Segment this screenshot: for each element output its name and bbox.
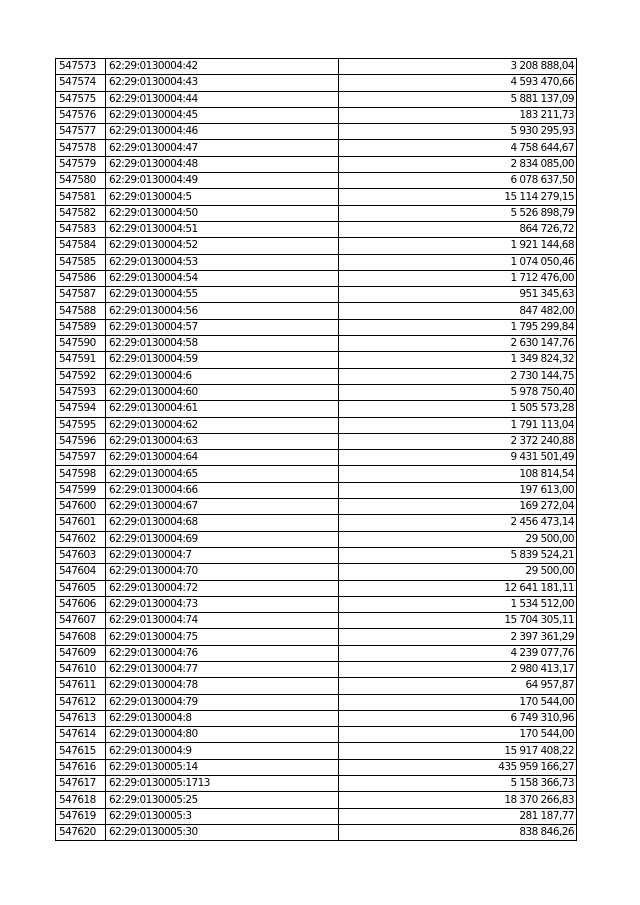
cadastral-number-cell: 62:29:0130004:77 (106, 661, 339, 677)
row-id-cell: 547599 (56, 482, 106, 498)
table-row (56, 352, 577, 368)
cadastral-number-cell: 62:29:0130004:48 (106, 156, 339, 172)
row-id-cell: 547611 (56, 678, 106, 694)
row-id-cell: 547589 (56, 319, 106, 335)
row-id-cell: 547601 (56, 515, 106, 531)
cadastral-number-cell: 62:29:0130004:5 (106, 189, 339, 205)
cadastral-number-cell: 62:29:0130004:49 (106, 173, 339, 189)
row-id-cell: 547619 (56, 808, 106, 824)
table-body (56, 59, 577, 841)
cadastral-number-cell: 62:29:0130004:79 (106, 694, 339, 710)
cadastral-value-cell: 2 834 085,00 (339, 156, 577, 172)
table-row (56, 401, 577, 417)
table-row (56, 319, 577, 335)
cadastral-value-cell: 6 078 637,50 (339, 173, 577, 189)
row-id-cell: 547585 (56, 254, 106, 270)
row-id-cell: 547573 (56, 59, 106, 75)
row-id-cell: 547583 (56, 221, 106, 237)
row-id-cell: 547612 (56, 694, 106, 710)
cadastral-value-cell: 2 456 473,14 (339, 515, 577, 531)
table-row (56, 482, 577, 498)
cadastral-value-cell: 18 370 266,83 (339, 792, 577, 808)
table-row (56, 156, 577, 172)
row-id-cell: 547602 (56, 531, 106, 547)
row-id-cell: 547617 (56, 776, 106, 792)
table-row (56, 564, 577, 580)
cadastral-number-cell: 62:29:0130004:80 (106, 727, 339, 743)
cadastral-value-cell: 4 239 077,76 (339, 645, 577, 661)
cadastral-value-cell: 29 500,00 (339, 564, 577, 580)
table-row (56, 776, 577, 792)
cadastral-value-cell: 15 917 408,22 (339, 743, 577, 759)
table-row (56, 694, 577, 710)
table-row (56, 629, 577, 645)
cadastral-number-cell: 62:29:0130005:3 (106, 808, 339, 824)
cadastral-number-cell: 62:29:0130004:54 (106, 270, 339, 286)
table-row (56, 221, 577, 237)
cadastral-value-cell: 15 114 279,15 (339, 189, 577, 205)
cadastral-number-cell: 62:29:0130004:74 (106, 613, 339, 629)
cadastral-number-cell: 62:29:0130004:7 (106, 547, 339, 563)
row-id-cell: 547592 (56, 368, 106, 384)
row-id-cell: 547613 (56, 710, 106, 726)
table-row (56, 59, 577, 75)
cadastral-number-cell: 62:29:0130004:59 (106, 352, 339, 368)
cadastral-number-cell: 62:29:0130004:46 (106, 124, 339, 140)
row-id-cell: 547582 (56, 205, 106, 221)
cadastral-number-cell: 62:29:0130004:67 (106, 499, 339, 515)
table-row (56, 661, 577, 677)
cadastral-number-cell: 62:29:0130004:62 (106, 417, 339, 433)
cadastral-number-cell: 62:29:0130004:8 (106, 710, 339, 726)
cadastral-number-cell: 62:29:0130004:52 (106, 238, 339, 254)
table-row (56, 645, 577, 661)
row-id-cell: 547594 (56, 401, 106, 417)
row-id-cell: 547614 (56, 727, 106, 743)
cadastral-value-cell: 838 846,26 (339, 824, 577, 840)
table-row (56, 466, 577, 482)
row-id-cell: 547596 (56, 433, 106, 449)
cadastral-number-cell: 62:29:0130004:61 (106, 401, 339, 417)
cadastral-value-cell: 5 881 137,09 (339, 91, 577, 107)
table-row (56, 727, 577, 743)
cadastral-value-cell: 2 980 413,17 (339, 661, 577, 677)
table-row (56, 417, 577, 433)
row-id-cell: 547609 (56, 645, 106, 661)
cadastral-number-cell: 62:29:0130004:69 (106, 531, 339, 547)
row-id-cell: 547603 (56, 547, 106, 563)
cadastral-value-cell: 1 349 824,32 (339, 352, 577, 368)
cadastral-value-cell: 5 930 295,93 (339, 124, 577, 140)
cadastral-value-cell: 1 795 299,84 (339, 319, 577, 335)
table-row (56, 547, 577, 563)
cadastral-value-cell: 2 397 361,29 (339, 629, 577, 645)
row-id-cell: 547587 (56, 287, 106, 303)
table-row (56, 613, 577, 629)
cadastral-number-cell: 62:29:0130005:25 (106, 792, 339, 808)
row-id-cell: 547618 (56, 792, 106, 808)
row-id-cell: 547591 (56, 352, 106, 368)
cadastral-number-cell: 62:29:0130004:43 (106, 75, 339, 91)
cadastral-value-cell: 2 630 147,76 (339, 336, 577, 352)
table-row (56, 91, 577, 107)
cadastral-number-cell: 62:29:0130004:51 (106, 221, 339, 237)
cadastral-value-cell: 170 544,00 (339, 727, 577, 743)
table-row (56, 336, 577, 352)
cadastral-number-cell: 62:29:0130004:44 (106, 91, 339, 107)
table-row (56, 808, 577, 824)
row-id-cell: 547605 (56, 580, 106, 596)
cadastral-value-cell: 3 208 888,04 (339, 59, 577, 75)
cadastral-number-cell: 62:29:0130004:58 (106, 336, 339, 352)
row-id-cell: 547578 (56, 140, 106, 156)
row-id-cell: 547586 (56, 270, 106, 286)
table-row (56, 450, 577, 466)
table-row (56, 107, 577, 123)
row-id-cell: 547581 (56, 189, 106, 205)
cadastral-number-cell: 62:29:0130004:50 (106, 205, 339, 221)
cadastral-number-cell: 62:29:0130004:6 (106, 368, 339, 384)
row-id-cell: 547606 (56, 596, 106, 612)
cadastral-number-cell: 62:29:0130004:65 (106, 466, 339, 482)
cadastral-number-cell: 62:29:0130004:53 (106, 254, 339, 270)
cadastral-value-cell: 1 534 512,00 (339, 596, 577, 612)
cadastral-value-cell: 281 187,77 (339, 808, 577, 824)
table-row (56, 238, 577, 254)
cadastral-number-cell: 62:29:0130004:75 (106, 629, 339, 645)
cadastral-value-cell: 29 500,00 (339, 531, 577, 547)
cadastral-number-cell: 62:29:0130004:63 (106, 433, 339, 449)
cadastral-value-cell: 170 544,00 (339, 694, 577, 710)
cadastral-number-cell: 62:29:0130004:64 (106, 450, 339, 466)
cadastral-number-cell: 62:29:0130004:66 (106, 482, 339, 498)
table-row (56, 173, 577, 189)
table-row (56, 580, 577, 596)
cadastral-value-cell: 1 505 573,28 (339, 401, 577, 417)
cadastral-value-cell: 108 814,54 (339, 466, 577, 482)
cadastral-value-cell: 15 704 305,11 (339, 613, 577, 629)
cadastral-value-cell: 435 959 166,27 (339, 759, 577, 775)
cadastral-value-cell: 5 526 898,79 (339, 205, 577, 221)
cadastral-number-cell: 62:29:0130005:30 (106, 824, 339, 840)
table-row (56, 124, 577, 140)
table-row (56, 189, 577, 205)
cadastral-number-cell: 62:29:0130004:72 (106, 580, 339, 596)
table-row (56, 710, 577, 726)
row-id-cell: 547580 (56, 173, 106, 189)
table-row (56, 75, 577, 91)
table-row (56, 678, 577, 694)
cadastral-number-cell: 62:29:0130005:1713 (106, 776, 339, 792)
cadastral-value-cell: 64 957,87 (339, 678, 577, 694)
cadastral-number-cell: 62:29:0130004:60 (106, 384, 339, 400)
table-row (56, 515, 577, 531)
cadastral-value-cell: 1 921 144,68 (339, 238, 577, 254)
cadastral-number-cell: 62:29:0130004:47 (106, 140, 339, 156)
row-id-cell: 547600 (56, 499, 106, 515)
cadastral-value-cell: 183 211,73 (339, 107, 577, 123)
row-id-cell: 547615 (56, 743, 106, 759)
row-id-cell: 547595 (56, 417, 106, 433)
cadastral-number-cell: 62:29:0130004:68 (106, 515, 339, 531)
table-row (56, 254, 577, 270)
table-row (56, 792, 577, 808)
table-row (56, 140, 577, 156)
cadastral-value-cell: 169 272,04 (339, 499, 577, 515)
cadastral-value-cell: 2 372 240,88 (339, 433, 577, 449)
row-id-cell: 547584 (56, 238, 106, 254)
table-row (56, 205, 577, 221)
row-id-cell: 547604 (56, 564, 106, 580)
cadastral-value-cell: 197 613,00 (339, 482, 577, 498)
cadastral-value-cell: 9 431 501,49 (339, 450, 577, 466)
cadastral-number-cell: 62:29:0130004:73 (106, 596, 339, 612)
table-row (56, 499, 577, 515)
row-id-cell: 547588 (56, 303, 106, 319)
row-id-cell: 547607 (56, 613, 106, 629)
row-id-cell: 547608 (56, 629, 106, 645)
cadastral-value-cell: 5 839 524,21 (339, 547, 577, 563)
table-row (56, 824, 577, 840)
table-row (56, 596, 577, 612)
row-id-cell: 547598 (56, 466, 106, 482)
cadastral-value-cell: 1 712 476,00 (339, 270, 577, 286)
cadastral-number-cell: 62:29:0130004:55 (106, 287, 339, 303)
cadastral-number-cell: 62:29:0130004:42 (106, 59, 339, 75)
cadastral-value-cell: 5 978 750,40 (339, 384, 577, 400)
cadastral-value-cell: 6 749 310,96 (339, 710, 577, 726)
table-row (56, 384, 577, 400)
cadastral-value-cell: 4 593 470,66 (339, 75, 577, 91)
cadastral-number-cell: 62:29:0130004:45 (106, 107, 339, 123)
cadastral-value-cell: 1 791 113,04 (339, 417, 577, 433)
cadastral-number-cell: 62:29:0130004:78 (106, 678, 339, 694)
table-row (56, 368, 577, 384)
table-row (56, 531, 577, 547)
table-row (56, 433, 577, 449)
row-id-cell: 547574 (56, 75, 106, 91)
row-id-cell: 547593 (56, 384, 106, 400)
cadastral-number-cell: 62:29:0130004:57 (106, 319, 339, 335)
cadastral-number-cell: 62:29:0130004:70 (106, 564, 339, 580)
cadastral-value-cell: 2 730 144,75 (339, 368, 577, 384)
table-row (56, 743, 577, 759)
cadastral-value-cell: 4 758 644,67 (339, 140, 577, 156)
cadastral-number-cell: 62:29:0130004:9 (106, 743, 339, 759)
cadastral-value-cell: 12 641 181,11 (339, 580, 577, 596)
table-row (56, 287, 577, 303)
table-row (56, 303, 577, 319)
row-id-cell: 547577 (56, 124, 106, 140)
row-id-cell: 547579 (56, 156, 106, 172)
row-id-cell: 547616 (56, 759, 106, 775)
cadastral-value-cell: 951 345,63 (339, 287, 577, 303)
row-id-cell: 547576 (56, 107, 106, 123)
cadastral-number-cell: 62:29:0130004:76 (106, 645, 339, 661)
row-id-cell: 547590 (56, 336, 106, 352)
row-id-cell: 547620 (56, 824, 106, 840)
row-id-cell: 547575 (56, 91, 106, 107)
cadastral-number-cell: 62:29:0130005:14 (106, 759, 339, 775)
table-row (56, 270, 577, 286)
row-id-cell: 547597 (56, 450, 106, 466)
cadastral-value-cell: 1 074 050,46 (339, 254, 577, 270)
cadastral-value-cell: 864 726,72 (339, 221, 577, 237)
cadastral-value-table (55, 58, 577, 841)
row-id-cell: 547610 (56, 661, 106, 677)
table-row (56, 759, 577, 775)
cadastral-value-cell: 847 482,00 (339, 303, 577, 319)
cadastral-number-cell: 62:29:0130004:56 (106, 303, 339, 319)
cadastral-value-cell: 5 158 366,73 (339, 776, 577, 792)
